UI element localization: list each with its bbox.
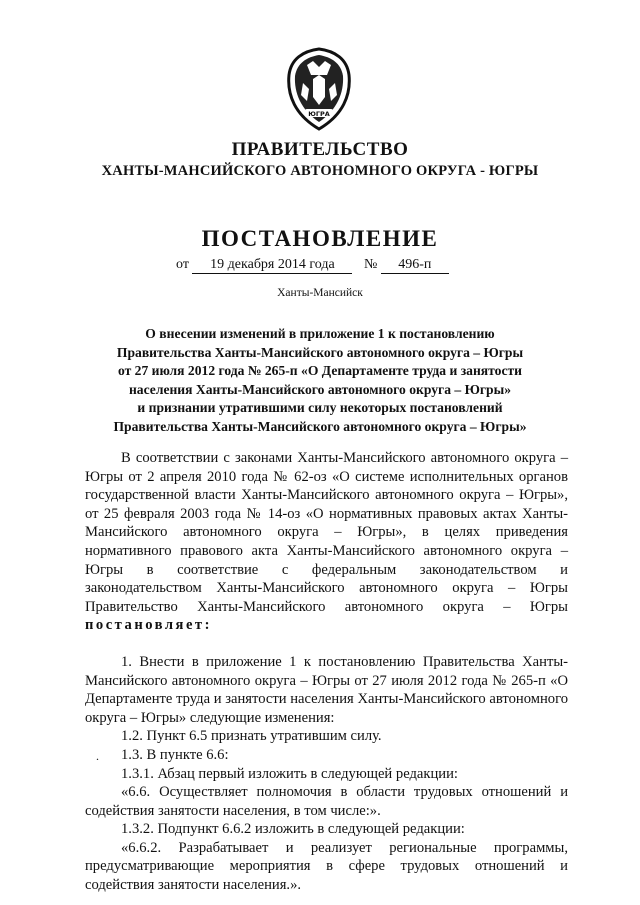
item-1-3: 1.3. В пункте 6.6:: [121, 746, 229, 763]
title-line: Правительства Ханты-Мансийского автономного округа – Югры»: [113, 418, 527, 434]
item-1-2: 1.2. Пункт 6.5 признать утратившим силу.: [121, 728, 382, 745]
preamble-text: В соответствии с законами Ханты-Мансийского автономного округа – Югры от 2 апреля 2010 года № 62-оз «О системе исполнительных органов государственной власти Ханты-Мансийского автономного округа – Югры», от 25 февраля 2003 года № 14-оз «О нормативных правовых актах Ханты-Мансийского автономного округа – Югры», в целях приведения нормативного правового акта Ханты-Мансийского автономного округа – Югры в соответствие с федеральным законодательством и законодательством Ханты-Мансийского автономного округа – Югры Правительство Ханты-Мансийского автономного округа – Югры: [85, 450, 568, 615]
preamble-paragraph: [85, 449, 568, 635]
quote-6-6-2: «6.6.2. Разрабатывает и реализует региональные программы, предусматривающие мероприятия в сфере трудовых отношений и содействия занятости населения.».: [85, 839, 568, 894]
number-prefix: №: [363, 257, 378, 272]
title-line: населения Ханты-Мансийского автономного округа – Югры»: [128, 381, 512, 397]
item-1-3-2: 1.3.2. Подпункт 6.6.2 изложить в следующей редакции:: [121, 821, 465, 838]
title-line: О внесении изменений в приложение 1 к постановлению: [145, 326, 495, 341]
coat-of-arms-icon: [283, 45, 355, 133]
margin-mark: .: [96, 749, 99, 763]
document-type: ПОСТАНОВЛЕНИЕ: [201, 226, 439, 251]
date-prefix: от: [176, 257, 189, 272]
title-line: и признании утратившими силу некоторых постановлений: [137, 400, 503, 415]
emblem-label: ЮГРА: [308, 110, 330, 118]
document-body: [85, 449, 568, 895]
title-line: от 27 июля 2012 года № 265-п «О Департаменте труда и занятости: [117, 363, 522, 378]
city: Ханты-Мансийск: [277, 287, 363, 299]
date-number-line: [176, 257, 449, 274]
item-1-3-1: 1.3.1. Абзац первый изложить в следующей редакции:: [121, 765, 458, 782]
government-heading: ПРАВИТЕЛЬСТВО: [231, 139, 409, 160]
document-title: [90, 325, 550, 436]
region-heading: ХАНТЫ-МАНСИЙСКОГО АВТОНОМНОГО ОКРУГА - ЮГРЫ: [101, 163, 539, 179]
title-line: Правительства Ханты-Мансийского автономного округа – Югры: [116, 344, 524, 360]
resolves-word: постановляет:: [85, 617, 212, 634]
document-date: 19 декабря 2014 года: [192, 257, 352, 274]
document-number: 496-п: [381, 257, 449, 274]
item-1: 1. Внести в приложение 1 к постановлению Правительства Ханты-Мансийского автономного округа – Югры от 27 июля 2012 года № 265-п «О Департаменте труда и занятости населения Ханты-Мансийского автономного округа – Югры» следующие изменения:: [85, 653, 568, 726]
quote-6-6: «6.6. Осуществляет полномочия в области трудовых отношений и содействия занятости населения, в том числе:».: [85, 784, 568, 819]
